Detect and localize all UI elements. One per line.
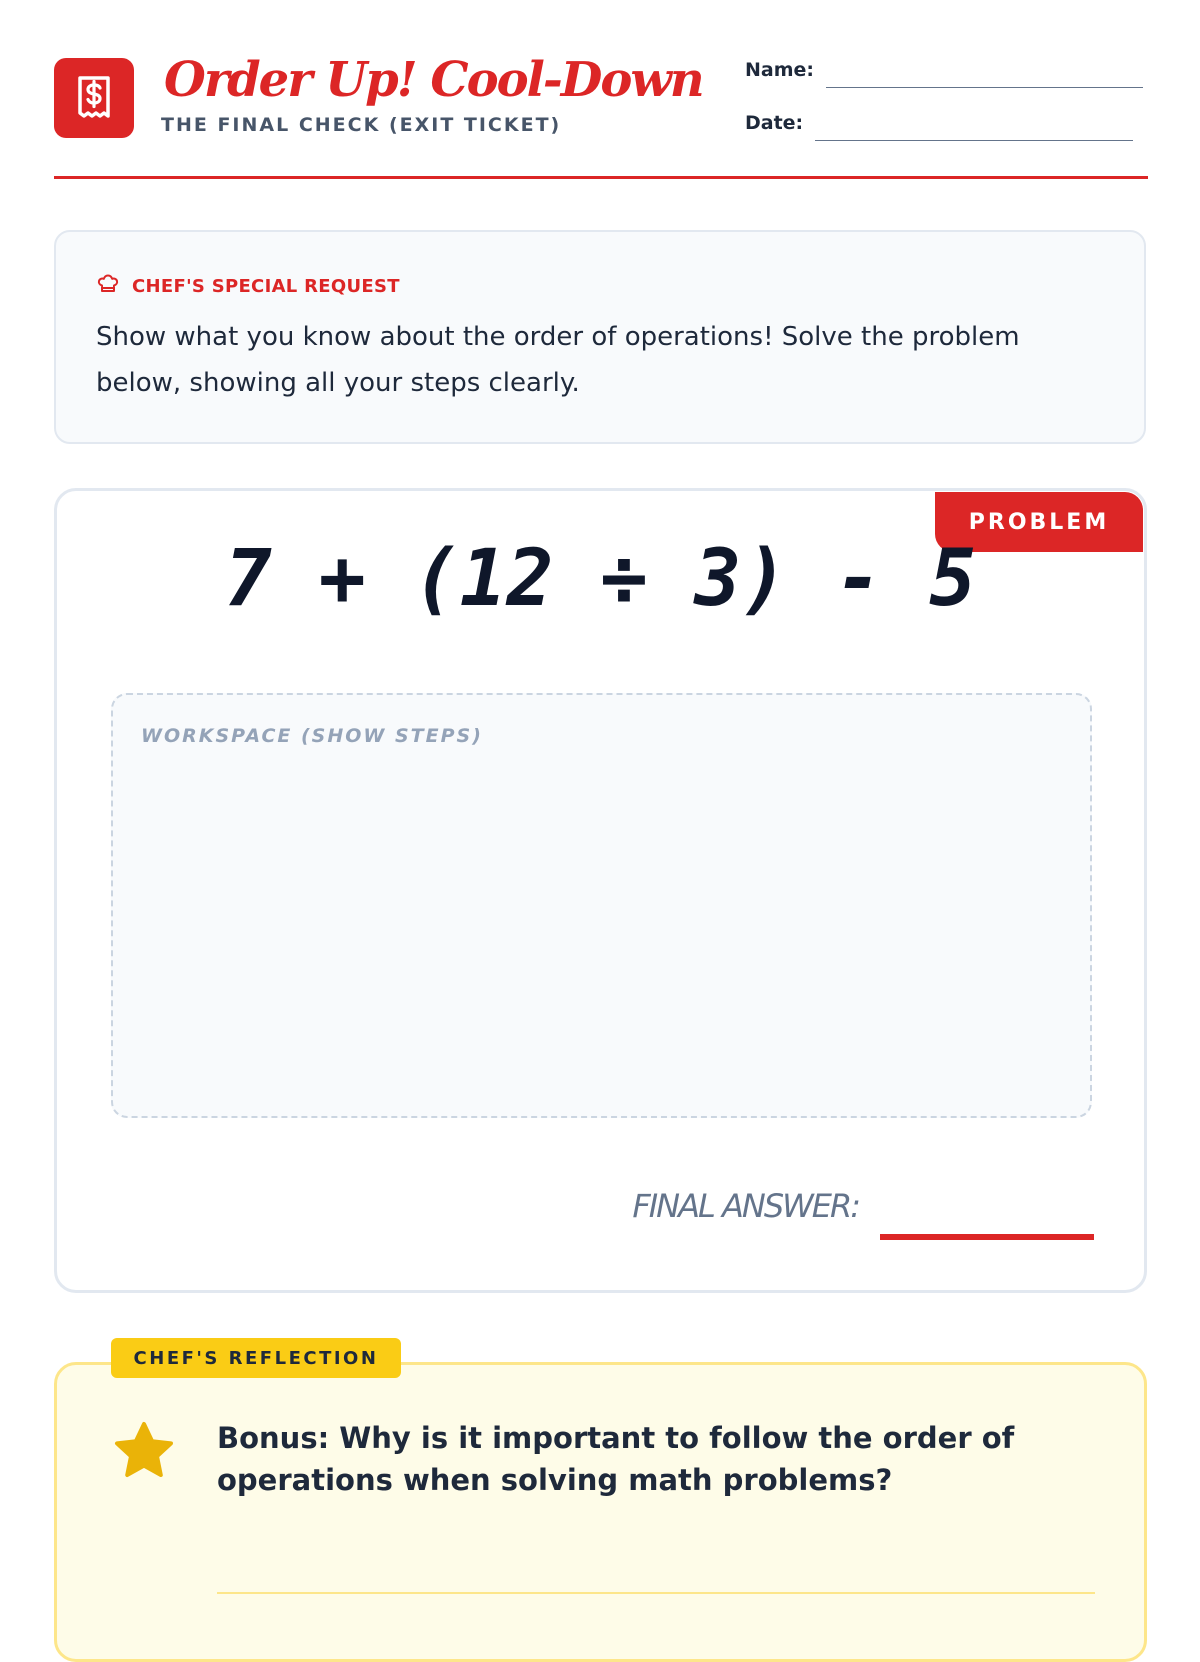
chef-hat-icon — [96, 272, 120, 300]
problem-badge: PROBLEM — [935, 492, 1143, 552]
worksheet-header — [54, 50, 1148, 179]
math-expression: 7 + (12 ÷ 3) - 5 — [224, 534, 977, 624]
reflection-question: Bonus: Why is it important to follow the order of operations when solving math problems? — [217, 1421, 1015, 1497]
final-answer-line[interactable] — [880, 1234, 1094, 1240]
workspace-area[interactable] — [111, 693, 1092, 1118]
star-icon — [112, 1421, 176, 1485]
date-input-line[interactable] — [815, 140, 1133, 141]
instructions-heading — [96, 272, 1104, 300]
date-field — [745, 111, 1133, 135]
final-answer-label: FINAL ANSWER: — [632, 1187, 859, 1225]
reflection-tag: CHEF'S REFLECTION — [111, 1338, 401, 1378]
date-label: Date: — [745, 112, 804, 134]
instructions-text: Show what you know about the order of operations! Solve the problem below, showing all your steps clearly. — [96, 322, 1020, 398]
problem-card — [54, 488, 1147, 1293]
name-field — [745, 58, 1143, 82]
receipt-dollar-icon — [54, 58, 134, 138]
instructions-label: CHEF'S SPECIAL REQUEST — [132, 275, 400, 297]
reflection-card — [54, 1362, 1147, 1662]
name-label: Name: — [745, 59, 815, 81]
workspace-label: WORKSPACE (SHOW STEPS) — [141, 725, 483, 747]
instructions-card — [54, 230, 1146, 444]
reflection-answer-line[interactable] — [217, 1592, 1095, 1594]
page-title: Order Up! Cool-Down — [164, 52, 703, 108]
name-input-line[interactable] — [826, 87, 1143, 88]
page-subtitle: THE FINAL CHECK (EXIT TICKET) — [161, 114, 562, 136]
